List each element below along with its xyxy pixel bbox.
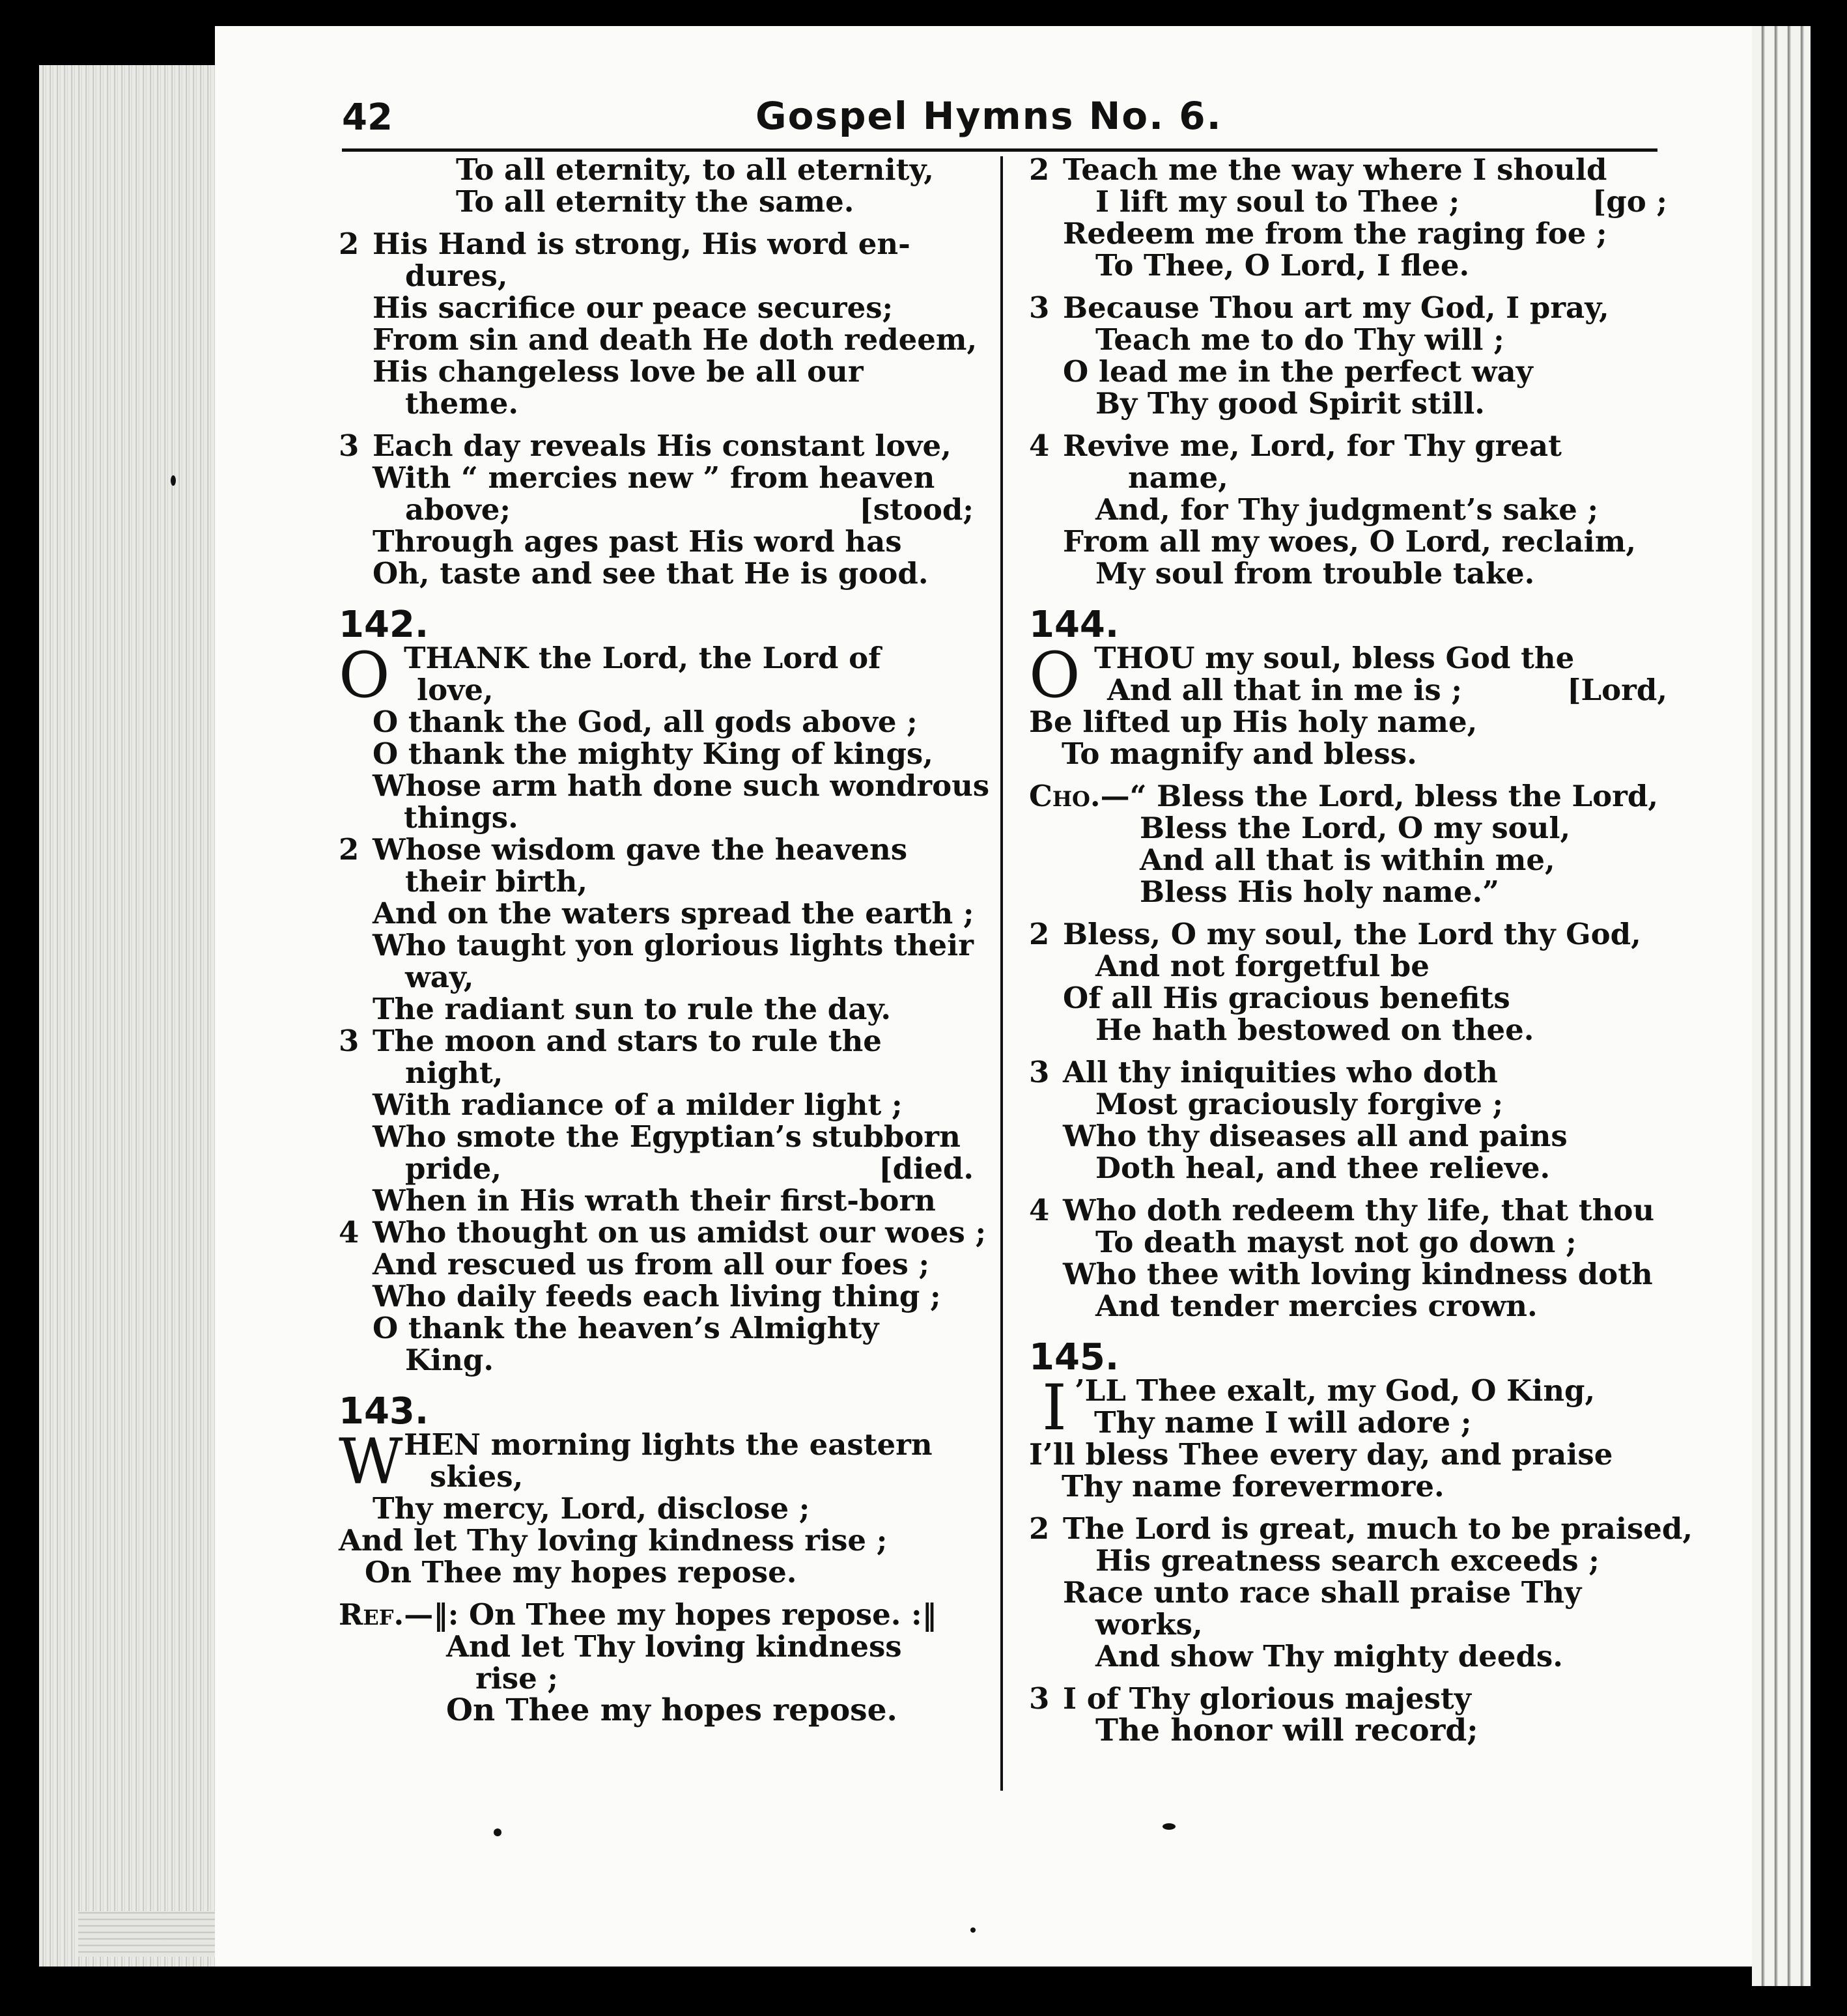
hymn-number: 144. bbox=[1029, 604, 1120, 646]
verse-line: night, bbox=[405, 1056, 503, 1090]
verse-line: The radiant sun to rule the day. bbox=[373, 992, 892, 1026]
chorus-line: And all that is within me, bbox=[1140, 843, 1555, 877]
verse-line: Oh, taste and see that He is good. bbox=[373, 556, 929, 591]
verse-line: things. bbox=[404, 800, 518, 835]
right-column bbox=[1029, 152, 1693, 1748]
verse-line: Of all His gracious benefits bbox=[1063, 981, 1510, 1015]
verse-line: Be lifted up His holy name, bbox=[1029, 705, 1478, 739]
verse-line: I’ll bless Thee every day, and praise bbox=[1029, 1437, 1613, 1472]
verse-line: Thy name I will adore ; bbox=[1094, 1405, 1472, 1440]
verse-line: On Thee my hopes repose. bbox=[365, 1555, 797, 1589]
verse-line: above; bbox=[405, 492, 511, 527]
verse-number: 3 bbox=[1029, 1681, 1050, 1716]
verse-line: pride, bbox=[405, 1151, 502, 1186]
verse-line: Who thought on us amidst our woes ; bbox=[373, 1215, 987, 1250]
page-number: 42 bbox=[342, 96, 393, 139]
hymn-first-verse bbox=[1029, 639, 1667, 771]
verse-line: To Thee, O Lord, I flee. bbox=[1095, 248, 1470, 283]
verse-line: And tender mercies crown. bbox=[1095, 1289, 1538, 1323]
verse-line: works, bbox=[1095, 1607, 1203, 1642]
verse-line: By Thy good Spirit still. bbox=[1095, 386, 1485, 421]
print-speck bbox=[1163, 1823, 1176, 1830]
verse-line: He hath bestowed on thee. bbox=[1095, 1013, 1534, 1047]
verse-line: King. bbox=[405, 1343, 494, 1377]
verse-line: O thank the God, all gods above ; bbox=[373, 705, 918, 739]
verse-line: dures, bbox=[405, 259, 508, 293]
verse bbox=[1029, 1511, 1693, 1673]
verse-line: Revive me, Lord, for Thy great bbox=[1063, 428, 1562, 463]
chorus-label: Cho. bbox=[1029, 779, 1101, 813]
verse-number: 2 bbox=[339, 227, 360, 261]
verse-line-overflow: [Lord, bbox=[1567, 673, 1667, 707]
verse-line: way, bbox=[405, 960, 474, 994]
verse-number: 2 bbox=[1029, 1511, 1050, 1546]
verse-line: To magnify and bless. bbox=[1062, 736, 1417, 771]
verse-line: Who daily feeds each living thing ; bbox=[373, 1279, 941, 1313]
verse-line: I of Thy glorious majesty bbox=[1063, 1681, 1471, 1716]
verse-line: Who thy diseases all and pains bbox=[1063, 1119, 1568, 1153]
chorus-text: —“ Bless the Lord, bless the Lord, bbox=[1100, 779, 1659, 813]
verse-line: To death mayst not go down ; bbox=[1095, 1225, 1577, 1259]
verse-line: O thank the mighty King of kings, bbox=[373, 736, 933, 771]
verse-line: Who thee with loving kindness doth bbox=[1063, 1257, 1653, 1291]
verse-line: His greatness search exceeds ; bbox=[1095, 1543, 1600, 1578]
print-speck bbox=[171, 475, 176, 486]
verse-number: 4 bbox=[339, 1215, 360, 1250]
verse bbox=[339, 1215, 987, 1377]
verse-line: ’LL Thee exalt, my God, O King, bbox=[1075, 1373, 1596, 1408]
hymn-first-verse bbox=[1029, 1371, 1667, 1504]
drop-cap: I bbox=[1042, 1371, 1067, 1444]
verse-line: With radiance of a milder light ; bbox=[373, 1087, 903, 1122]
verse-number: 3 bbox=[1029, 290, 1050, 325]
refrain-line bbox=[339, 1599, 974, 1631]
verse bbox=[339, 227, 978, 421]
drop-cap: O bbox=[1029, 639, 1080, 712]
left-column bbox=[339, 152, 990, 1728]
verse-line: And, for Thy judgment’s sake ; bbox=[1095, 492, 1599, 527]
verse-line: Bless, O my soul, the Lord thy God, bbox=[1063, 917, 1641, 951]
continuation-line: To all eternity, to all eternity, bbox=[456, 152, 934, 187]
page-stack-left-edge bbox=[39, 65, 219, 1967]
verse-number: 3 bbox=[1029, 1055, 1050, 1089]
verse-line: Each day reveals His constant love, bbox=[373, 428, 952, 463]
verse-line: And all that in me is ; bbox=[1107, 673, 1462, 707]
verse-number: 2 bbox=[1029, 152, 1050, 187]
verse-line: their birth, bbox=[405, 864, 588, 899]
verse-line: From sin and death He doth redeem, bbox=[373, 322, 978, 357]
verse bbox=[1029, 430, 1667, 589]
column-divider bbox=[1000, 156, 1003, 1791]
verse-line: HEN morning lights the eastern bbox=[404, 1427, 933, 1462]
verse bbox=[1029, 1194, 1667, 1322]
verse-line: Teach me the way where I should bbox=[1063, 152, 1607, 187]
verse-line: When in His wrath their first-born bbox=[373, 1183, 936, 1218]
drop-cap: W bbox=[339, 1425, 403, 1498]
verse bbox=[1029, 154, 1667, 281]
verse-number: 2 bbox=[339, 832, 360, 867]
running-title: Gospel Hymns No. 6. bbox=[755, 94, 1222, 138]
page-stack-right-edge bbox=[1752, 26, 1811, 1986]
verse-line: I lift my soul to Thee ; bbox=[1095, 184, 1460, 219]
verse-line-overflow: [died. bbox=[879, 1151, 974, 1186]
verse-line: Doth heal, and thee relieve. bbox=[1095, 1151, 1551, 1185]
verse-line: THOU my soul, bless God the bbox=[1094, 641, 1575, 675]
verse-line: And not forgetful be bbox=[1095, 949, 1430, 983]
verse-line: name, bbox=[1128, 460, 1228, 495]
chorus-line: Bless the Lord, O my soul, bbox=[1140, 811, 1571, 845]
verse-line: skies, bbox=[430, 1459, 524, 1494]
verse-number: 4 bbox=[1029, 1193, 1050, 1227]
hymn-number: 145. bbox=[1029, 1336, 1120, 1379]
refrain-line: And let Thy loving kindness bbox=[446, 1629, 902, 1664]
verse-line: Teach me to do Thy will ; bbox=[1095, 322, 1504, 357]
verse bbox=[339, 1025, 974, 1216]
verse-line: Thy name forevermore. bbox=[1062, 1469, 1445, 1504]
verse-line: The Lord is great, much to be praised, bbox=[1063, 1511, 1693, 1546]
verse-line: Most graciously forgive ; bbox=[1095, 1087, 1504, 1121]
verse-line: And rescued us from all our foes ; bbox=[373, 1247, 930, 1281]
verse-line: Whose arm hath done such wondrous bbox=[373, 768, 990, 803]
print-speck bbox=[970, 1927, 976, 1933]
verse bbox=[1029, 918, 1667, 1046]
verse-line: love, bbox=[417, 673, 494, 707]
refrain-text: —‖: On Thee my hopes repose. :‖ bbox=[404, 1597, 937, 1632]
refrain-line: rise ; bbox=[475, 1661, 559, 1696]
verse-line: All thy iniquities who doth bbox=[1063, 1055, 1498, 1089]
verse-line: From all my woes, O Lord, reclaim, bbox=[1063, 524, 1637, 559]
verse-line: Redeem me from the raging foe ; bbox=[1063, 216, 1607, 251]
print-speck bbox=[494, 1828, 501, 1836]
verse-line-overflow: [stood; bbox=[859, 492, 974, 527]
continuation-line: To all eternity the same. bbox=[456, 184, 854, 219]
verse bbox=[339, 430, 974, 589]
verse-line: Because Thou art my God, I pray, bbox=[1063, 290, 1609, 325]
verse-number: 2 bbox=[1029, 917, 1050, 951]
verse-line: And on the waters spread the earth ; bbox=[373, 896, 974, 931]
drop-cap: O bbox=[339, 639, 390, 712]
hymn-number: 143. bbox=[339, 1390, 429, 1433]
verse-line: His Hand is strong, His word en- bbox=[373, 227, 910, 261]
verse-line: Thy mercy, Lord, disclose ; bbox=[373, 1491, 810, 1526]
verse-line: Race unto race shall praise Thy bbox=[1063, 1575, 1582, 1610]
refrain-label: Ref. bbox=[339, 1597, 404, 1632]
verse bbox=[1029, 292, 1667, 419]
verse-number: 4 bbox=[1029, 428, 1050, 463]
verse-line: His changeless love be all our bbox=[373, 354, 864, 389]
verse-line: And show Thy mighty deeds. bbox=[1095, 1639, 1563, 1673]
verse-line: O thank the heaven’s Almighty bbox=[373, 1311, 879, 1345]
verse-line: Through ages past His word has bbox=[373, 524, 902, 559]
verse-line: My soul from trouble take. bbox=[1095, 556, 1535, 591]
hymn-number: 142. bbox=[339, 604, 429, 646]
verse-line: His sacrifice our peace secures; bbox=[373, 290, 894, 325]
verse-line: Who smote the Egyptian’s stubborn bbox=[373, 1119, 961, 1154]
chorus-line: Bless His holy name.” bbox=[1140, 875, 1500, 909]
verse-line: THANK the Lord, the Lord of bbox=[404, 641, 881, 675]
verse-number: 3 bbox=[339, 428, 360, 463]
verse-line: The honor will record; bbox=[1095, 1713, 1478, 1748]
verse-line: Who taught yon glorious lights their bbox=[373, 928, 974, 962]
verse-line: The moon and stars to rule the bbox=[373, 1024, 882, 1058]
verse-number: 3 bbox=[339, 1024, 360, 1058]
verse-line: O lead me in the perfect way bbox=[1063, 354, 1533, 389]
hymn-first-verse bbox=[339, 1425, 974, 1589]
refrain-line: On Thee my hopes repose. bbox=[446, 1692, 897, 1728]
verse-line-overflow: [go ; bbox=[1592, 184, 1667, 219]
verse bbox=[1029, 1056, 1667, 1184]
hymn-first-verse bbox=[339, 639, 990, 835]
verse-line: With “ mercies new ” from heaven bbox=[373, 460, 935, 495]
verse bbox=[1029, 1683, 1667, 1746]
verse-line: theme. bbox=[405, 386, 519, 421]
verse-line: Who doth redeem thy life, that thou bbox=[1063, 1193, 1655, 1227]
verse bbox=[339, 833, 974, 1025]
chorus-line bbox=[1029, 780, 1667, 812]
verse-line: And let Thy loving kindness rise ; bbox=[339, 1523, 888, 1558]
verse-line: Whose wisdom gave the heavens bbox=[373, 832, 908, 867]
header-rule bbox=[342, 148, 1657, 152]
